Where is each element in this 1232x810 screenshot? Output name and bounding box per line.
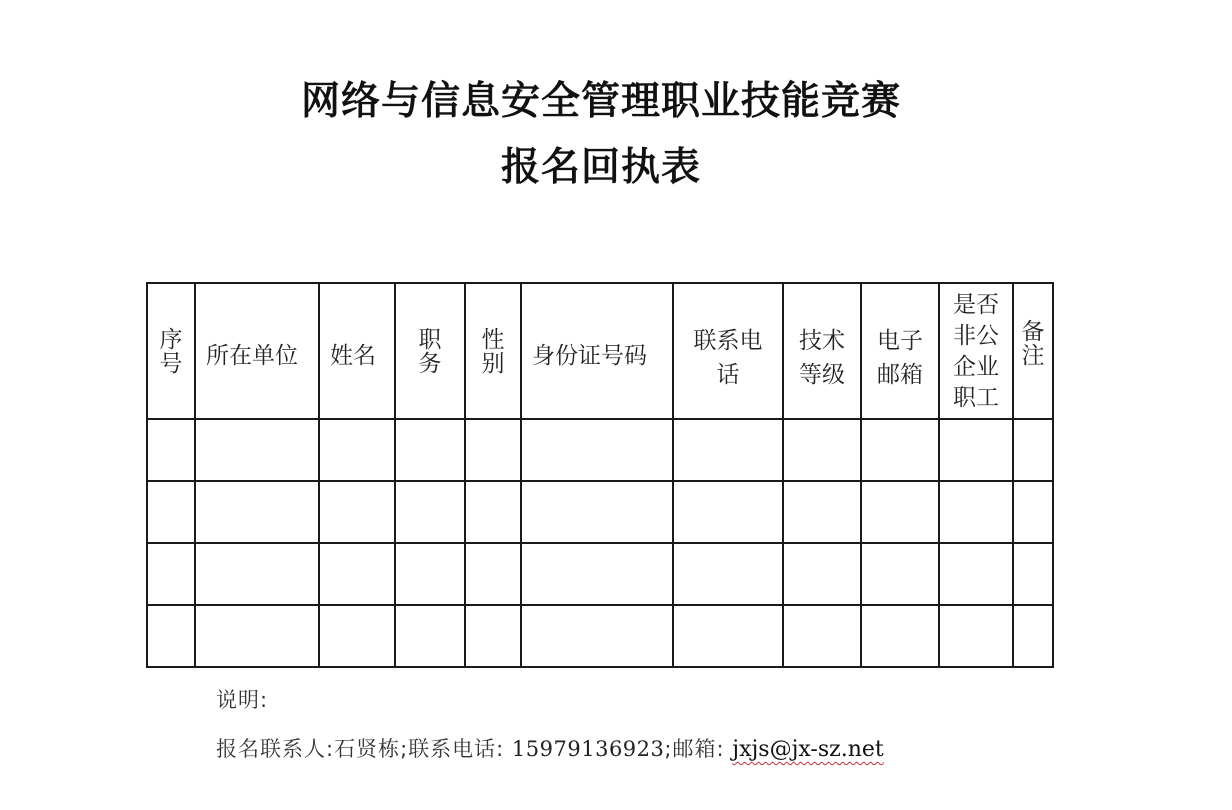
header-position: 职 务 xyxy=(395,283,465,419)
email-prefix-text: ;邮箱: xyxy=(664,737,725,761)
table-cell[interactable] xyxy=(147,605,195,667)
table-cell[interactable] xyxy=(673,419,783,481)
table-cell[interactable] xyxy=(521,419,673,481)
contact-person-text: 报名联系人:石贤栋;联系电话: xyxy=(216,737,505,761)
table-cell[interactable] xyxy=(195,605,319,667)
table-cell[interactable] xyxy=(783,605,861,667)
table-cell[interactable] xyxy=(395,605,465,667)
header-non-public-employee: 是否 非公 企业 职工 xyxy=(939,283,1013,419)
table-cell[interactable] xyxy=(783,419,861,481)
table-cell[interactable] xyxy=(147,543,195,605)
table-cell[interactable] xyxy=(673,543,783,605)
header-email: 电子 邮箱 xyxy=(861,283,939,419)
table-cell[interactable] xyxy=(465,543,521,605)
table-cell[interactable] xyxy=(521,481,673,543)
table-cell[interactable] xyxy=(465,605,521,667)
header-row xyxy=(147,283,1053,419)
table-row xyxy=(147,419,1053,481)
table-row xyxy=(147,543,1053,605)
table-cell[interactable] xyxy=(1013,605,1053,667)
table-cell[interactable] xyxy=(861,481,939,543)
contact-phone: 15979136923 xyxy=(511,737,665,761)
table-cell[interactable] xyxy=(521,543,673,605)
table-cell[interactable] xyxy=(939,543,1013,605)
table-cell[interactable] xyxy=(861,419,939,481)
header-remarks: 备 注 xyxy=(1013,283,1053,419)
table-cell[interactable] xyxy=(783,481,861,543)
table-cell[interactable] xyxy=(673,605,783,667)
table-cell[interactable] xyxy=(195,419,319,481)
table-cell[interactable] xyxy=(319,543,395,605)
table-cell[interactable] xyxy=(939,419,1013,481)
table-cell[interactable] xyxy=(1013,419,1053,481)
header-skill-level: 技术 等级 xyxy=(783,283,861,419)
table-cell[interactable] xyxy=(1013,543,1053,605)
table-cell[interactable] xyxy=(395,419,465,481)
table-cell[interactable] xyxy=(521,605,673,667)
header-serial-number: 序 号 xyxy=(147,283,195,419)
table-cell[interactable] xyxy=(465,419,521,481)
table-cell[interactable] xyxy=(147,481,195,543)
table-row xyxy=(147,481,1053,543)
table-cell[interactable] xyxy=(319,481,395,543)
header-organization: 所在单位 xyxy=(195,283,319,419)
table-cell[interactable] xyxy=(319,605,395,667)
table-cell[interactable] xyxy=(195,543,319,605)
header-id-number: 身份证号码 xyxy=(521,283,673,419)
table-cell[interactable] xyxy=(195,481,319,543)
table-cell[interactable] xyxy=(939,481,1013,543)
table-cell[interactable] xyxy=(319,419,395,481)
table-cell[interactable] xyxy=(1013,481,1053,543)
table-cell[interactable] xyxy=(861,605,939,667)
registration-table xyxy=(146,282,1054,668)
header-gender: 性 别 xyxy=(465,283,521,419)
contact-email-link[interactable]: jxjs@jx-sz.net xyxy=(732,737,884,762)
document-title: 网络与信息安全管理职业技能竞赛 xyxy=(300,79,901,124)
notes-label: 说明: xyxy=(216,688,269,712)
table-cell[interactable] xyxy=(939,605,1013,667)
table-cell[interactable] xyxy=(395,543,465,605)
contact-line xyxy=(216,733,884,763)
table-cell[interactable] xyxy=(147,419,195,481)
table-cell[interactable] xyxy=(395,481,465,543)
table-cell[interactable] xyxy=(783,543,861,605)
header-name: 姓名 xyxy=(319,283,395,419)
table-row xyxy=(147,605,1053,667)
table-cell[interactable] xyxy=(673,481,783,543)
table-cell[interactable] xyxy=(861,543,939,605)
document-subtitle: 报名回执表 xyxy=(500,145,701,190)
header-phone: 联系电 话 xyxy=(673,283,783,419)
table-cell[interactable] xyxy=(465,481,521,543)
